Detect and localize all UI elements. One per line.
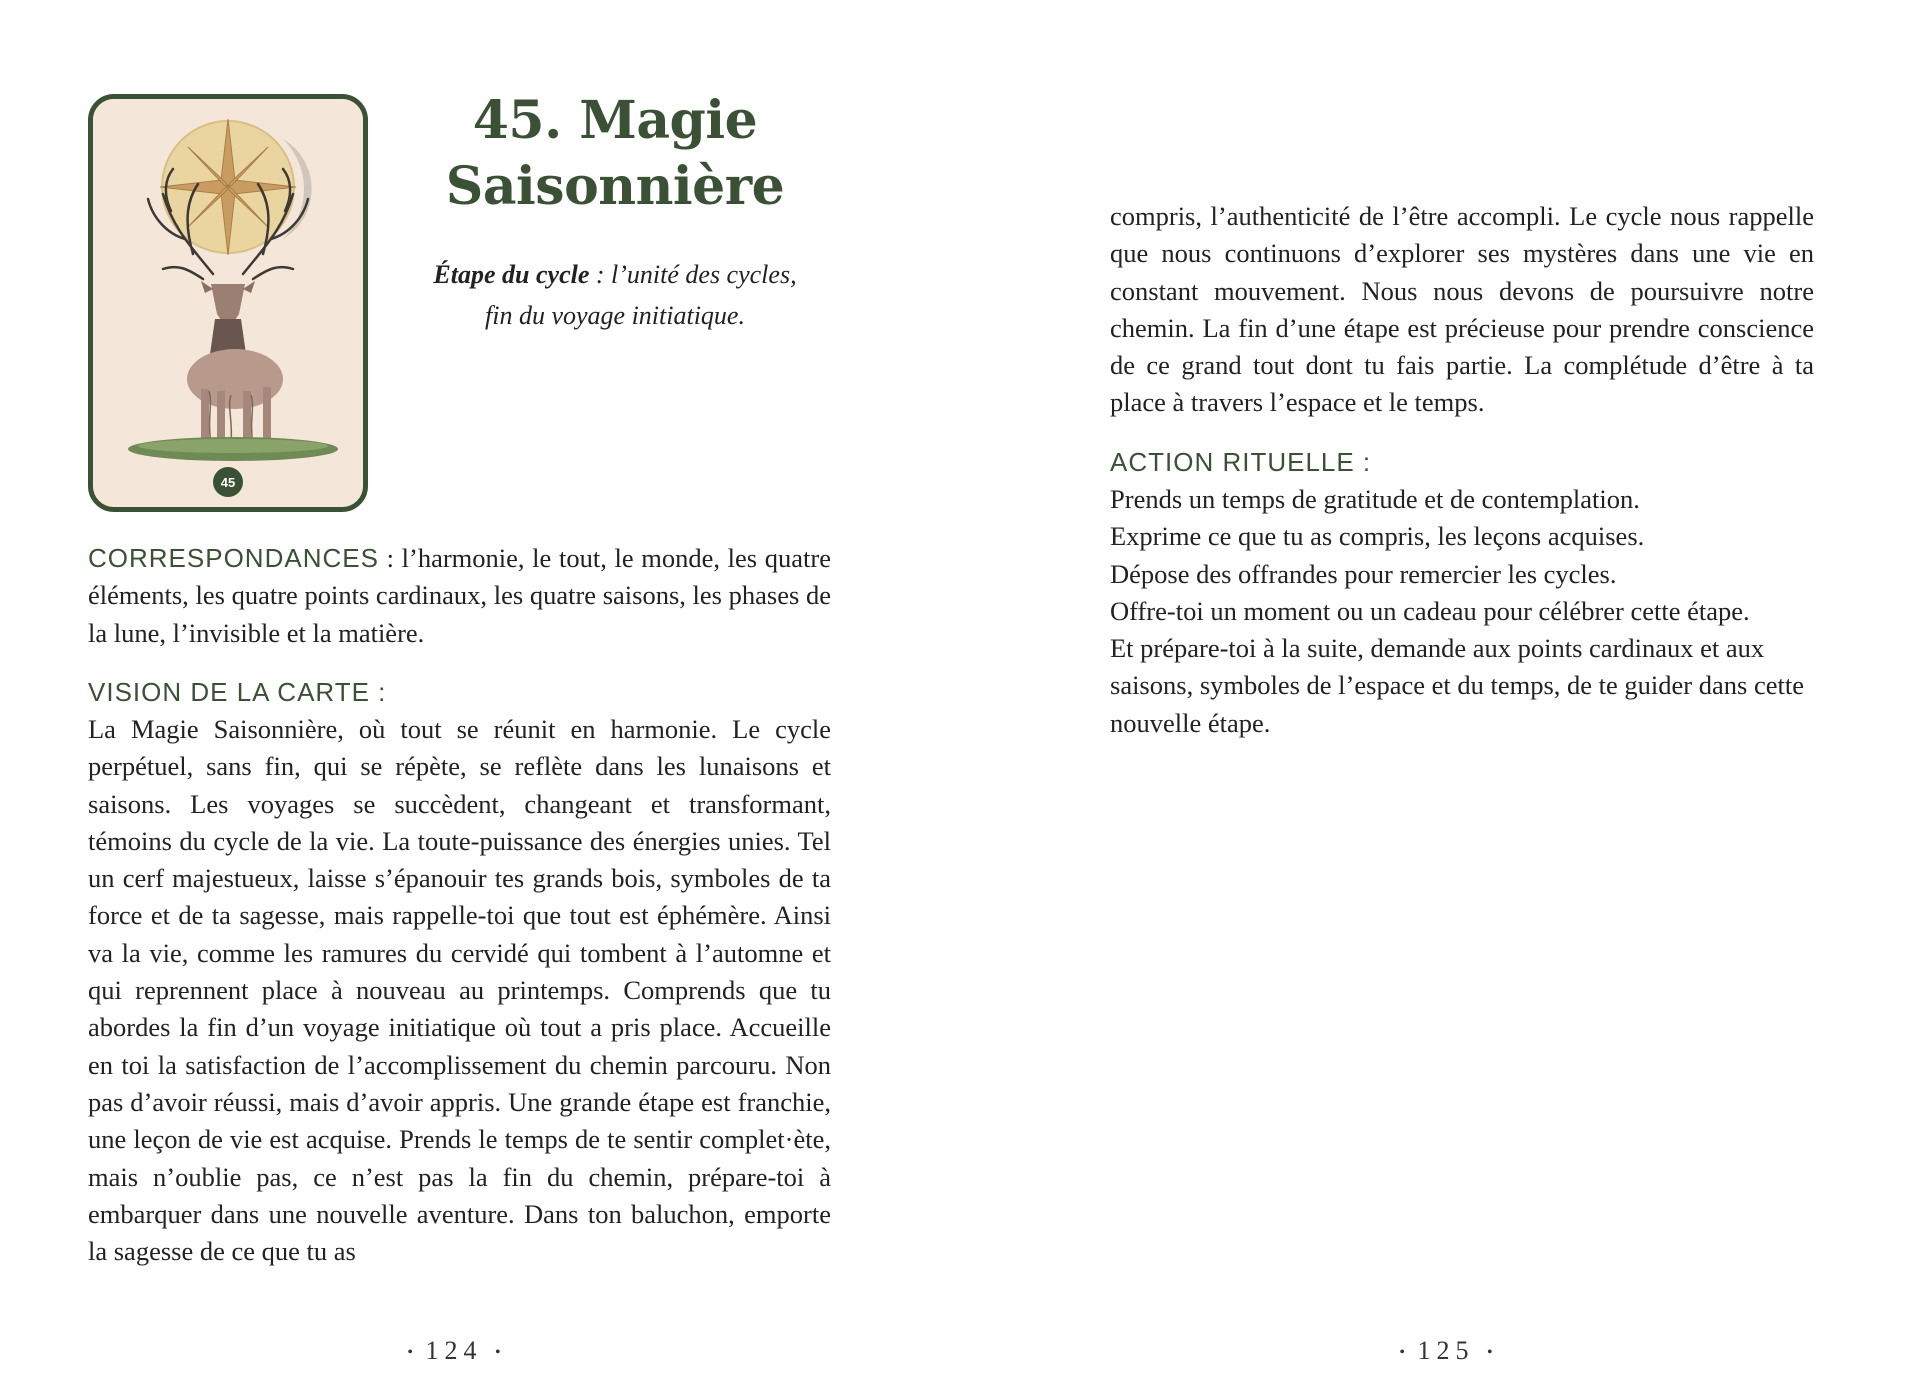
ritual-heading: ACTION RITUELLE : [1110,447,1372,477]
title-line-2: Saisonnière [445,156,785,217]
page-title [400,88,830,220]
ritual-line: Offre-toi un moment ou un cadeau pour célébrer cette étape. [1110,595,1750,626]
vision-heading: VISION DE LA CARTE : [88,677,387,707]
correspondances-heading: CORRESPONDANCES [88,543,379,573]
title-line-1: 45. Magie [472,90,758,151]
stage-label: Étape du cycle [433,260,590,289]
folio-left-number: 124 [425,1336,483,1365]
card-illustration [88,94,368,512]
correspondances-paragraph [88,540,831,652]
correspondances-text: : l’harmonie, le tout, le monde, les quatre éléments, les quatre points cardinaux, les quatre saisons, les phases de la lune, l’invisible et la matière. [88,543,831,648]
right-page [960,0,1920,1397]
stag-moon-illustration [93,99,363,507]
continuation-text: compris, l’authenticité de l’être accompli. Le cycle nous rappelle que nous continuons d’explorer ses mystères dans une vie en constant mouvement. Nous nous devons de poursuivre notre chemin. La fin d’une étape est précieuse pour prendre conscience de ce grand tout dont tu fais partie. La complétude d’être à ta place à travers l’espace et le temps. [1110,201,1814,418]
cycle-stage [400,254,830,336]
ritual-line: Et prépare-toi à la suite, demande aux points cardinaux et aux saisons, symboles de l’espace et du temps, de te guider dans cette nouvelle étape. [1110,633,1804,738]
ritual-line: Exprime ce que tu as compris, les leçons acquises. [1110,521,1645,552]
stage-text: : l’unité des cycles, [589,260,797,289]
ritual-line: Dépose des offrandes pour remercier les cycles. [1110,558,1617,589]
page-number-right: • 125 • [1399,1336,1493,1365]
ritual-line: Prends un temps de gratitude et de contemplation. [1110,484,1640,514]
card-number: 45 [220,475,236,490]
folio-right-number: 125 [1417,1336,1475,1365]
ritual-list [1110,481,1814,742]
stage-text-2: fin du voyage initiatique. [485,301,745,330]
page-number-left: • 124 • [407,1336,501,1365]
vision-text: La Magie Saisonnière, où tout se réunit en harmonie. Le cycle perpétuel, sans fin, qui se répète, se reflète dans les lunaisons et saisons. Les voyages se succèdent, changeant et transformant, témoins du cycle de la vie. La toute-puissance des énergies unies. Tel un cerf majestueux, laisse s’épanouir tes grands bois, symboles de ta force et de ta sagesse, mais rappelle-toi que tout est éphémère. Ainsi va la vie, comme les ramures du cervidé qui tombent à l’automne et qui reprennent place à nouveau au printemps. Comprends que tu abordes la fin d’un voyage initiatique où tout a pris place. Accueille en toi la satisfaction de l’accomplissement du chemin parcouru. Non pas d’avoir réussi, mais d’avoir appris. Une grande étape est franchie, une leçon de vie est acquise. Prends le temps de te sentir complet·ète, mais n’oublie pas, ce n’est pas la fin du chemin, prépare-toi à embarquer dans une nouvelle aventure. Dans ton baluchon, emporte la sagesse de ce que tu as [88,714,831,1267]
